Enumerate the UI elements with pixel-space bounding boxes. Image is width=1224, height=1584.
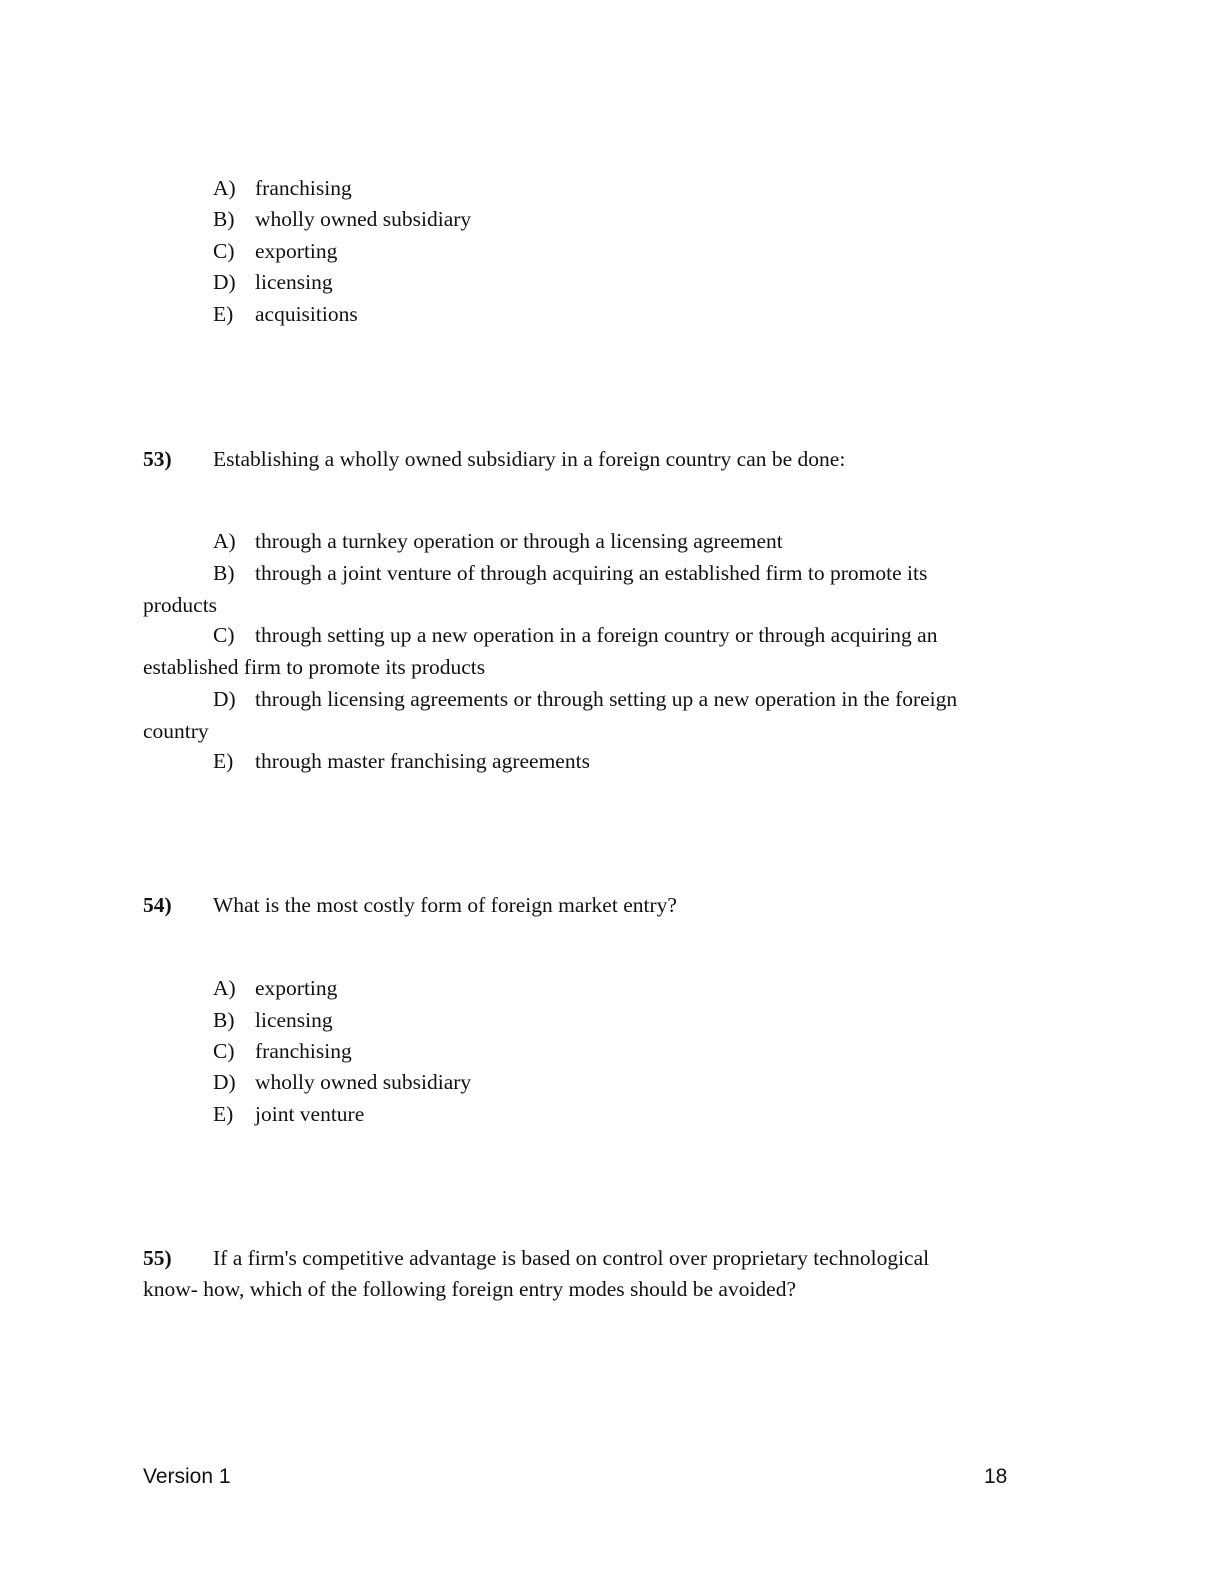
q54-option-d: D) wholly owned subsidiary bbox=[213, 1070, 472, 1094]
q52-option-e: E) acquisitions bbox=[213, 302, 358, 326]
q55-text-line-1: If a firm's competitive advantage is based on control over proprietary technological bbox=[213, 1246, 930, 1270]
q54-option-c: C) franchising bbox=[213, 1039, 352, 1063]
q54-number: 54) bbox=[143, 893, 172, 917]
q55-text-line-2: know- how, which of the following foreign entry modes should be avoided? bbox=[143, 1277, 797, 1301]
footer-version: Version 1 bbox=[143, 1465, 231, 1488]
q53-option-d: D) through licensing agreements or through setting up a new operation in the foreign bbox=[213, 687, 958, 711]
q53-option-d-continuation: country bbox=[143, 719, 209, 743]
q52-option-c: C) exporting bbox=[213, 239, 338, 263]
q53-option-c: C) through setting up a new operation in a foreign country or through acquiring an bbox=[213, 623, 938, 647]
footer-page-number: 18 bbox=[984, 1465, 1008, 1488]
q53-option-e: E) through master franchising agreements bbox=[213, 749, 590, 773]
q52-option-a: A) franchising bbox=[213, 176, 352, 200]
q53-option-a: A) through a turnkey operation or through a licensing agreement bbox=[213, 529, 783, 553]
q53-text: Establishing a wholly owned subsidiary in a foreign country can be done: bbox=[213, 447, 846, 471]
q53-option-b-continuation: products bbox=[143, 593, 218, 617]
q53-number: 53) bbox=[143, 447, 172, 471]
q53-option-c-continuation: established firm to promote its products bbox=[143, 655, 486, 679]
q54-text: What is the most costly form of foreign market entry? bbox=[213, 893, 677, 917]
q55-number: 55) bbox=[143, 1246, 172, 1270]
q53-option-b: B) through a joint venture of through acquiring an established firm to promote its bbox=[213, 561, 928, 585]
q54-option-e: E) joint venture bbox=[213, 1102, 365, 1126]
q52-option-b: B) wholly owned subsidiary bbox=[213, 207, 472, 231]
q54-option-a: A) exporting bbox=[213, 976, 338, 1000]
q52-option-d: D) licensing bbox=[213, 270, 333, 294]
q54-option-b: B) licensing bbox=[213, 1008, 333, 1032]
